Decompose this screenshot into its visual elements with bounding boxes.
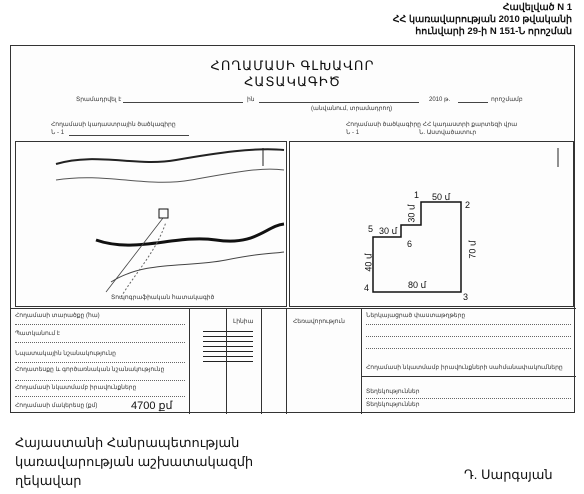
plan-point-1: 1 <box>414 190 420 200</box>
map-code-label: Հողամասի ծածկագիրը ՀՀ կադաստրի քարտեզի վրա <box>346 122 518 128</box>
right-row-4: Տեղեկություններ <box>366 402 420 408</box>
right-row-3: Տեղեկություններ <box>366 389 420 395</box>
row-rule-4 <box>15 380 185 381</box>
footer-line-1: Հայաստանի Հանրապետության <box>15 435 240 450</box>
table-col-1: Լինիա <box>233 319 254 325</box>
plan-point-4: 4 <box>364 283 370 293</box>
table-col-2: Հեռավորություն <box>293 319 345 325</box>
annex-decree-line: ՀՀ կառավարության 2010 թվականի <box>392 14 572 25</box>
topographic-map <box>16 142 286 306</box>
map-code-name: Ն. Աստվածատուր <box>419 130 477 136</box>
plan-edge-2-3: 70 մ <box>467 240 478 259</box>
right-rule-5 <box>366 398 571 399</box>
row-label-4: Հողատեսքը և գործառնական նշանակությունը <box>15 367 165 373</box>
plan-edge-6-1: 30 մ <box>406 204 417 223</box>
annex-header <box>372 2 572 38</box>
mini-table-divider-1 <box>226 308 227 414</box>
map-code: Ն - 1 <box>346 130 360 136</box>
area-value: 4700 քմ <box>131 400 173 412</box>
issued-note: (անվանում, տրամադրող) <box>311 106 393 112</box>
plot-plan-diagram <box>290 142 573 306</box>
plan-point-5: 5 <box>368 224 374 234</box>
issued-blank <box>123 102 243 103</box>
annex-number: Հավելված N 1 <box>502 2 572 13</box>
right-rule-4 <box>361 376 576 377</box>
issued-label: Տրամադրվել է <box>76 97 122 103</box>
issued-suffix: ին <box>247 97 255 103</box>
table-top-rule <box>11 308 576 309</box>
plot-plan-frame <box>289 141 574 307</box>
signer-name: Դ. Սարգսյան <box>464 467 553 482</box>
signature-block <box>15 433 253 490</box>
topographic-map-frame <box>15 141 287 307</box>
plan-edge-4-5: 40 մ <box>363 253 374 272</box>
cadastral-code-blank <box>69 135 189 136</box>
row-label-1: Հողամասի տարածքը (հա) <box>15 313 100 319</box>
row-rule-2 <box>15 342 185 343</box>
row-label-2: Պատկանում է <box>15 331 60 337</box>
plan-point-2: 2 <box>465 200 471 210</box>
right-rule-3 <box>366 348 571 349</box>
row-rule-1 <box>15 324 185 325</box>
mini-table-divider-2 <box>261 308 262 414</box>
plan-point-3: 3 <box>463 292 469 302</box>
footer-line-2: կառավարության աշխատակազմի <box>15 454 254 469</box>
land-plot-form <box>10 45 575 413</box>
row-label-3: Նպատակային նշանակությունը <box>15 351 116 357</box>
cadastral-code-label: Հողամասի կադաստրային ծածկագիրը <box>51 122 176 128</box>
table-divider-1 <box>189 308 190 414</box>
mini-table-divider-3 <box>286 308 287 414</box>
plan-edge-5-6: 30 մ <box>379 226 398 236</box>
right-row-2: Հողամասի նկատմամբ իրավունքների սահմանափակումները <box>366 365 563 371</box>
row-label-5: Հողամասի նկատմամբ իրավունքները <box>15 385 137 391</box>
form-subtitle: ՀԱՏԱԿԱԳԻԾ <box>244 74 341 89</box>
row-label-6: Հողամասի մակերեսը (քմ) <box>15 403 98 409</box>
table-divider-2 <box>361 308 362 414</box>
coordinates-table <box>203 331 253 365</box>
map-caption: Տոպոգրաֆիական հատակագիծ <box>111 295 215 301</box>
row-rule-5 <box>15 396 185 397</box>
plan-point-6: 6 <box>407 239 413 249</box>
form-title: ՀՈՂԱՄԱՍԻ ԳԼԽԱՎՈՐ <box>210 58 375 73</box>
right-row-1: Ներկայացրած փաստաթղթերը <box>366 313 466 319</box>
plan-edge-3-4: 80 մ <box>408 280 427 290</box>
right-rule-2 <box>366 336 571 337</box>
date-blank <box>458 102 488 103</box>
cadastral-code: Ն - 1 <box>51 130 65 136</box>
date-suffix: որոշմամբ <box>491 97 523 103</box>
issued-blank-2 <box>259 102 419 103</box>
row-rule-3 <box>15 362 185 363</box>
annex-decree-date: հունվարի 29-ի N 151-Ն որոշման <box>415 26 572 37</box>
date-prefix: 2010 թ. <box>429 97 451 103</box>
plan-edge-1-2: 50 մ <box>432 192 451 202</box>
right-rule-1 <box>366 324 571 325</box>
footer-line-3: ղեկավար <box>15 473 82 488</box>
